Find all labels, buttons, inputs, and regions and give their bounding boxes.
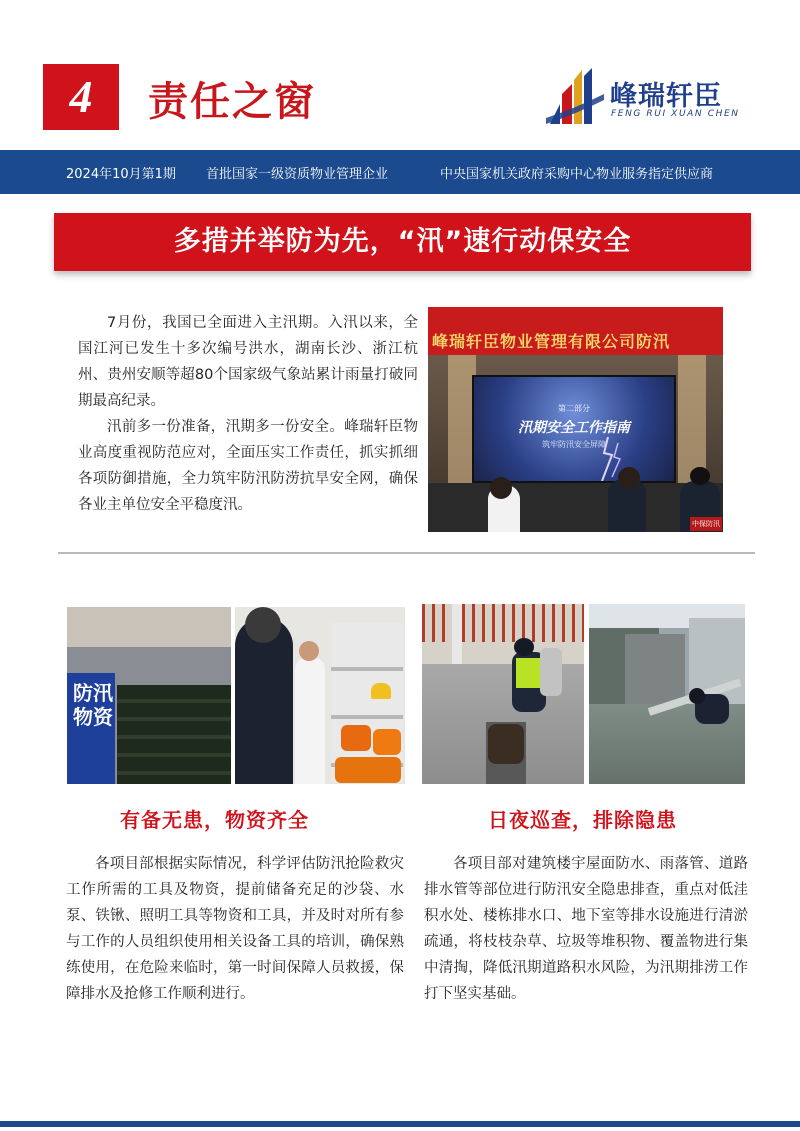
section-divider [58,552,755,554]
right-column-title: 日夜巡查，排除隐患 [488,808,677,832]
article-headline: 多措并举防为先，“汛”速行动保安全 [173,226,632,257]
section-title: 责任之窗 [148,79,316,125]
screen-subtitle: 筑牢防汛安全屏障 [542,440,606,449]
company-logo [546,68,746,128]
article-headline-box [54,213,751,271]
drain-clearing-photo [422,604,584,784]
issue-date: 2024年10月第1期 [66,167,176,182]
desk-sign: 中保防汛 [690,517,722,531]
banner-slogan-1: 首批国家一级资质物业管理企业 [206,167,389,182]
intro-paragraph-1: 7月份，我国已全面进入主汛期。入汛以来，全国江河已发生十多次编号洪水，湖南长沙、浙江杭州、贵州安顺等超80个国家级气象站累计雨量打破同期最高纪录。 [78,315,418,409]
storage-sign-text: 防汛物资 [73,681,113,729]
screen-title: 汛期安全工作指南 [518,420,630,436]
right-column-text: 各项目部对建筑楼宇屋面防水、雨落管、道路排水管等部位进行防汛安全隐患排查，重点对低洼积水处、楼栋排水口、地下室等排水设施进行清淤疏通，将枝枝杂草、垃圾等堆积物、覆盖物进行集中清掏，降低汛期道路积水风险，为汛期排涝工作打下坚实基础。 [424,856,748,1002]
left-column-text: 各项目部根据实际情况，科学评估防汛抢险救灾工作所需的工具及物资，提前储备充足的沙袋、水泵、铁锹、照明工具等物资和工具，并及时对所有参与工作的人员组织使用相关设备工具的培训，确保熟练使用，在危险来临时，第一时间保障人员救援，保障排水及抢修工作顺利进行。 [66,856,404,1002]
screen-part-label: 第二部分 [558,404,590,413]
header-banner [0,150,800,194]
page-number: 4 [43,64,119,130]
presentation-screen [472,375,676,483]
meeting-photo [428,307,723,532]
meeting-banner-text: 峰瑞轩臣物业管理有限公司防汛 [432,332,671,351]
flood-supplies-storage-photo [67,607,231,784]
footer-bar [0,1121,800,1127]
logo-chinese-name: 峰瑞轩臣 [610,81,722,112]
left-column-title: 有备无患，物资齐全 [120,808,309,832]
supplies-inspection-photo [235,607,405,784]
logo-english-name: FENG RUI XUAN CHEN [611,109,740,119]
roof-inspection-photo [589,604,745,784]
intro-text [78,310,418,518]
banner-slogan-2: 中央国家机关政府采购中心物业服务指定供应商 [440,167,714,182]
logo-mark-icon [546,68,604,124]
intro-paragraph-2: 汛前多一份准备，汛期多一份安全。峰瑞轩臣物业高度重视防范应对，全面压实工作责任，抓实抓细各项防御措施，全力筑牢防汛防涝抗旱安全网，确保各业主单位安全平稳度汛。 [78,419,418,513]
